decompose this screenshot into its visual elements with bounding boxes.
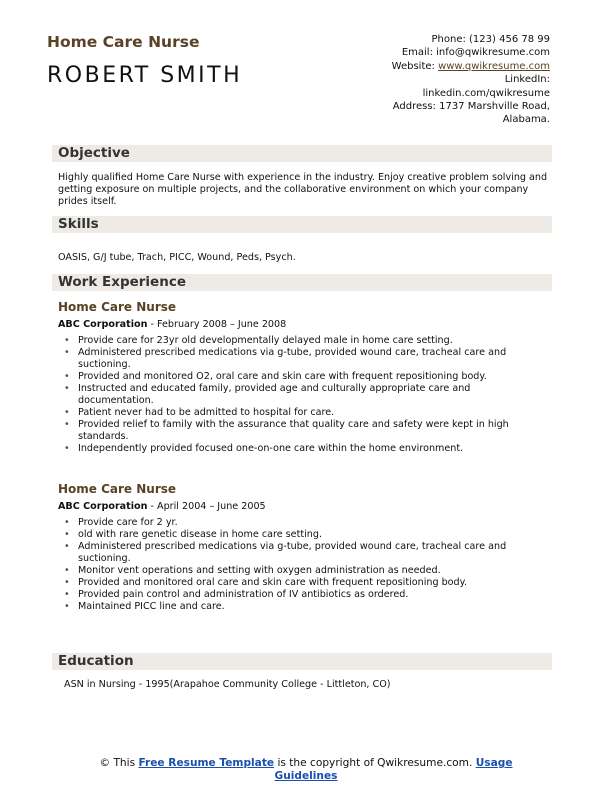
list-item: • Patient never had to be admitted to hospital for care. (58, 407, 536, 419)
list-item: • Administered prescribed medications via g-tube, provided wound care, tracheal care and suctioning. (58, 347, 536, 371)
website-label: Website: (391, 60, 439, 72)
section-objective (52, 145, 552, 162)
section-education (52, 653, 552, 670)
section-work-experience (52, 274, 552, 291)
footer-middle: is the copyright of Qwikresume.com. (274, 757, 476, 769)
usage-guidelines-link-part2[interactable]: Guidelines (274, 770, 338, 782)
skills-text: OASIS, G/J tube, Trach, PICC, Wound, Peds, Psych. (58, 252, 296, 263)
education-text: ASN in Nursing - 1995(Arapahoe Community College - Littleton, CO) (64, 679, 391, 690)
contact-email: Email: info@qwikresume.com (401, 47, 550, 59)
section-skills (52, 216, 552, 233)
contact-website (392, 60, 550, 73)
job-company: ABC Corporation (58, 319, 148, 330)
job-dates: - February 2008 – June 2008 (147, 319, 287, 330)
website-link[interactable]: www.qwikresume.com (438, 60, 550, 72)
list-item: • Instructed and educated family, provided age and culturally appropriate care and documentation. (58, 383, 536, 407)
list-item: • Maintained PICC line and care. (58, 601, 536, 613)
contact-linkedin-url: linkedin.com/qwikresume (422, 87, 550, 99)
job-bullets (58, 335, 536, 455)
objective-text: Highly qualified Home Care Nurse with experience in the industry. Enjoy creative problem solving and getting exposure on multiple projects, and the collaborative environment on which your company prides itself. (58, 172, 548, 207)
contact-linkedin-label: LinkedIn: (504, 74, 550, 86)
contact-phone: Phone: (123) 456 78 99 (431, 34, 550, 45)
list-item: • Provided and monitored O2, oral care and skin care with frequent repositioning body. (58, 371, 536, 383)
section-heading: Education (58, 653, 134, 669)
list-item: • Provide care for 2 yr. (58, 517, 536, 529)
list-item: • Provided relief to family with the assurance that quality care and safety were kept in high standards. (58, 419, 536, 443)
list-item: • Monitor vent operations and setting with oxygen administration as needed. (58, 565, 536, 577)
job-meta (58, 501, 266, 512)
section-heading: Skills (58, 216, 99, 232)
job-bullets (58, 517, 536, 613)
job-meta (58, 319, 286, 330)
job-title: Home Care Nurse (58, 300, 177, 314)
contact-block (392, 33, 550, 127)
footer-prefix: © This (99, 757, 139, 769)
contact-address-line1: Address: 1737 Marshville Road, (392, 101, 550, 113)
job-company: ABC Corporation (58, 501, 148, 512)
list-item: • Provided pain control and administration of IV antibiotics as ordered. (58, 589, 536, 601)
candidate-name: ROBERT SMITH (47, 63, 243, 88)
job-title: Home Care Nurse (58, 482, 177, 496)
free-resume-template-link[interactable]: Free Resume Template (138, 757, 275, 769)
list-item: • Administered prescribed medications via g-tube, provided wound care, tracheal care and suctioning. (58, 541, 536, 565)
contact-address-line2: Alabama. (502, 114, 550, 126)
footer-copyright (0, 757, 612, 783)
resume-job-title: Home Care Nurse (47, 33, 200, 51)
list-item: • Provide care for 23yr old developmentally delayed male in home care setting. (58, 335, 536, 347)
section-heading: Work Experience (58, 274, 186, 290)
list-item: • old with rare genetic disease in home care setting. (58, 529, 536, 541)
section-heading: Objective (58, 145, 130, 161)
list-item: • Independently provided focused one-on-one care within the home environment. (58, 443, 536, 455)
job-dates: - April 2004 – June 2005 (147, 501, 266, 512)
list-item: • Provided and monitored oral care and skin care with frequent repositioning body. (58, 577, 536, 589)
usage-guidelines-link-part1[interactable]: Usage (475, 757, 513, 769)
